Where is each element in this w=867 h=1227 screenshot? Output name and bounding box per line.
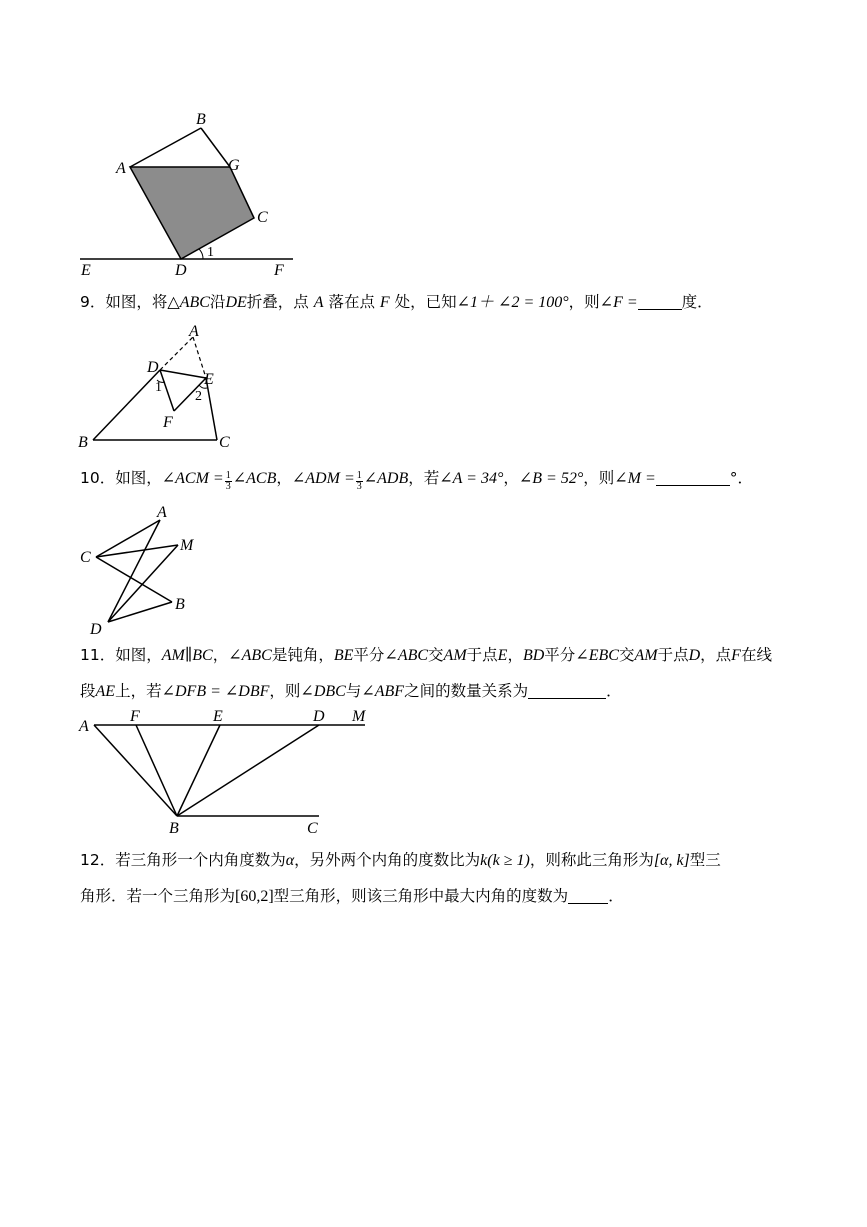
q11-l2-text-6: ． xyxy=(606,682,622,700)
q10-math-3: ∠ADM = xyxy=(291,470,355,487)
frac-den: 3 xyxy=(225,481,231,492)
q11-text-7: ， xyxy=(507,646,523,664)
q11-text-4: 平分 xyxy=(353,646,385,664)
q9-math-4: F xyxy=(379,294,390,311)
q11-math-8: ∠EBC xyxy=(575,647,619,664)
q11-text-9: 交 xyxy=(618,646,635,664)
q10-label-M: M xyxy=(180,537,194,554)
q10-math-5: ∠A = 34° xyxy=(439,470,504,487)
q10-text-6: °． xyxy=(729,469,754,487)
q9-number: 9． xyxy=(80,293,106,311)
q11-math-11: F xyxy=(731,647,741,664)
q11-l2-math-3: ∠DBC xyxy=(300,683,346,700)
frac-den: 3 xyxy=(356,481,362,492)
q9-label-E: E xyxy=(204,371,214,388)
q10-text-2: ， xyxy=(276,469,292,487)
q11-math-9: AM xyxy=(634,647,658,664)
q11-math-10: D xyxy=(688,647,701,664)
q10-text-1: 如图， xyxy=(115,469,162,487)
q11-text-5: 交 xyxy=(428,646,444,664)
q11-number: 11． xyxy=(80,646,116,664)
q11-l2-math-4: ∠ABF xyxy=(361,683,405,700)
label-G: G xyxy=(228,157,240,174)
q9-label-2: 2 xyxy=(195,389,202,404)
q12-l2-text-1: 角形．若一个三角形为 xyxy=(80,887,236,905)
q10-text-4: ， xyxy=(503,469,519,487)
frac-num: 1 xyxy=(356,470,362,481)
q11-text-11: ，点 xyxy=(700,646,732,664)
q11-math-3: BE xyxy=(333,647,354,664)
q10-math-4: ∠ADB xyxy=(363,470,409,487)
q11-l2-text-1: 段 xyxy=(80,682,96,700)
q12-text-2: ，另外两个内角的度数比为 xyxy=(294,851,481,869)
q12-text-1: 若三角形一个内角度数为 xyxy=(115,851,286,869)
q9-text-2: 沿 xyxy=(209,293,226,311)
q11-label-F: F xyxy=(130,708,140,725)
q10-label-A: A xyxy=(157,504,167,521)
q11-label-C: C xyxy=(307,820,318,837)
label-A: A xyxy=(116,160,126,177)
q9-math-5: ∠1＋ ∠2 = 100° xyxy=(456,294,569,311)
q11-math-1: AM∥BC xyxy=(161,647,213,664)
q9-text-4: 落在点 xyxy=(328,293,375,311)
q9-math-2: DE xyxy=(225,294,247,311)
q12-l2-text-3: ． xyxy=(608,887,624,905)
q11-math-5: AM xyxy=(443,647,467,664)
q11-label-A: A xyxy=(79,718,89,735)
q11-text-2: ， xyxy=(212,646,229,664)
q10-label-B: B xyxy=(175,596,185,613)
q12-math-2: k(k ≥ 1) xyxy=(480,852,530,869)
q11-label-M: M xyxy=(352,708,366,725)
q11-l2-text-3: ，则 xyxy=(269,682,301,700)
q12-l2-math-1: [60,2] xyxy=(235,888,274,905)
label-B: B xyxy=(196,111,206,128)
q12-math-1: α xyxy=(285,852,295,869)
q12-text-4: 型三 xyxy=(689,851,721,869)
q10-label-C: C xyxy=(80,549,91,566)
q9-label-D: D xyxy=(147,359,159,376)
answer-blank-q12[interactable] xyxy=(568,885,608,904)
q10-text-3: ，若 xyxy=(408,469,440,487)
q9-math-1: △ABC xyxy=(167,294,210,311)
q11-text-6: 于点 xyxy=(466,646,498,664)
q12-math-3: [α, k] xyxy=(653,852,690,869)
q11-label-E: E xyxy=(213,708,223,725)
q9-text-1: 如图，将 xyxy=(105,293,168,311)
q10-math-2: ∠ACB xyxy=(232,470,277,487)
q10-math-7: ∠M = xyxy=(614,470,656,487)
q11-text-1: 如图， xyxy=(115,646,162,664)
q10-label-D: D xyxy=(90,621,102,638)
q11-l2-math-2: ∠DFB = ∠DBF xyxy=(161,683,270,700)
q9-label-C: C xyxy=(219,434,230,451)
q9-math-6: ∠F = xyxy=(599,294,638,311)
q11-l2-text-4: 与 xyxy=(345,682,362,700)
q12-text-3: ，则称此三角形为 xyxy=(529,851,654,869)
q11-l2-text-5: 之间的数量关系为 xyxy=(404,682,529,700)
label-D: D xyxy=(175,262,187,279)
q10-number: 10． xyxy=(80,469,116,487)
q9-text-5: 处，已知 xyxy=(394,293,457,311)
label-E: E xyxy=(81,262,91,279)
q9-math-3: A xyxy=(313,294,324,311)
q10-math-1: ∠ACM = xyxy=(161,470,224,487)
q9-text-7: 度． xyxy=(681,293,713,311)
q10-math-6: ∠B = 52° xyxy=(518,470,584,487)
q9-label-A: A xyxy=(189,323,199,340)
q11-text-12: 在线 xyxy=(740,646,772,664)
q11-text-8: 平分 xyxy=(544,646,576,664)
question-12-line-2 xyxy=(80,878,624,915)
q11-l2-text-2: 上，若 xyxy=(115,682,162,700)
q11-math-7: BD xyxy=(522,647,545,664)
question-12 xyxy=(80,842,721,879)
q9-label-B: B xyxy=(78,434,88,451)
q11-text-3: 是钝角， xyxy=(271,646,334,664)
q11-l2-math-1: AE xyxy=(95,683,116,700)
q12-l2-text-2: 型三角形，则该三角形中最大内角的度数为 xyxy=(273,887,569,905)
q9-text-6: ，则 xyxy=(568,293,600,311)
frac-num: 1 xyxy=(225,470,231,481)
q9-label-F: F xyxy=(163,414,173,431)
q9-label-1: 1 xyxy=(155,380,162,395)
q11-label-B: B xyxy=(169,820,179,837)
q11-math-2: ∠ABC xyxy=(228,647,272,664)
label-angle-1: 1 xyxy=(207,245,214,260)
q11-math-4: ∠ABC xyxy=(384,647,429,664)
q11-text-10: 于点 xyxy=(657,646,689,664)
q12-number: 12． xyxy=(80,851,116,869)
q9-text-3: 折叠，点 xyxy=(246,293,309,311)
q11-label-D: D xyxy=(313,708,325,725)
label-C: C xyxy=(257,209,268,226)
label-F: F xyxy=(274,262,284,279)
q11-math-6: E xyxy=(497,647,508,664)
q10-text-5: ，则 xyxy=(583,469,615,487)
